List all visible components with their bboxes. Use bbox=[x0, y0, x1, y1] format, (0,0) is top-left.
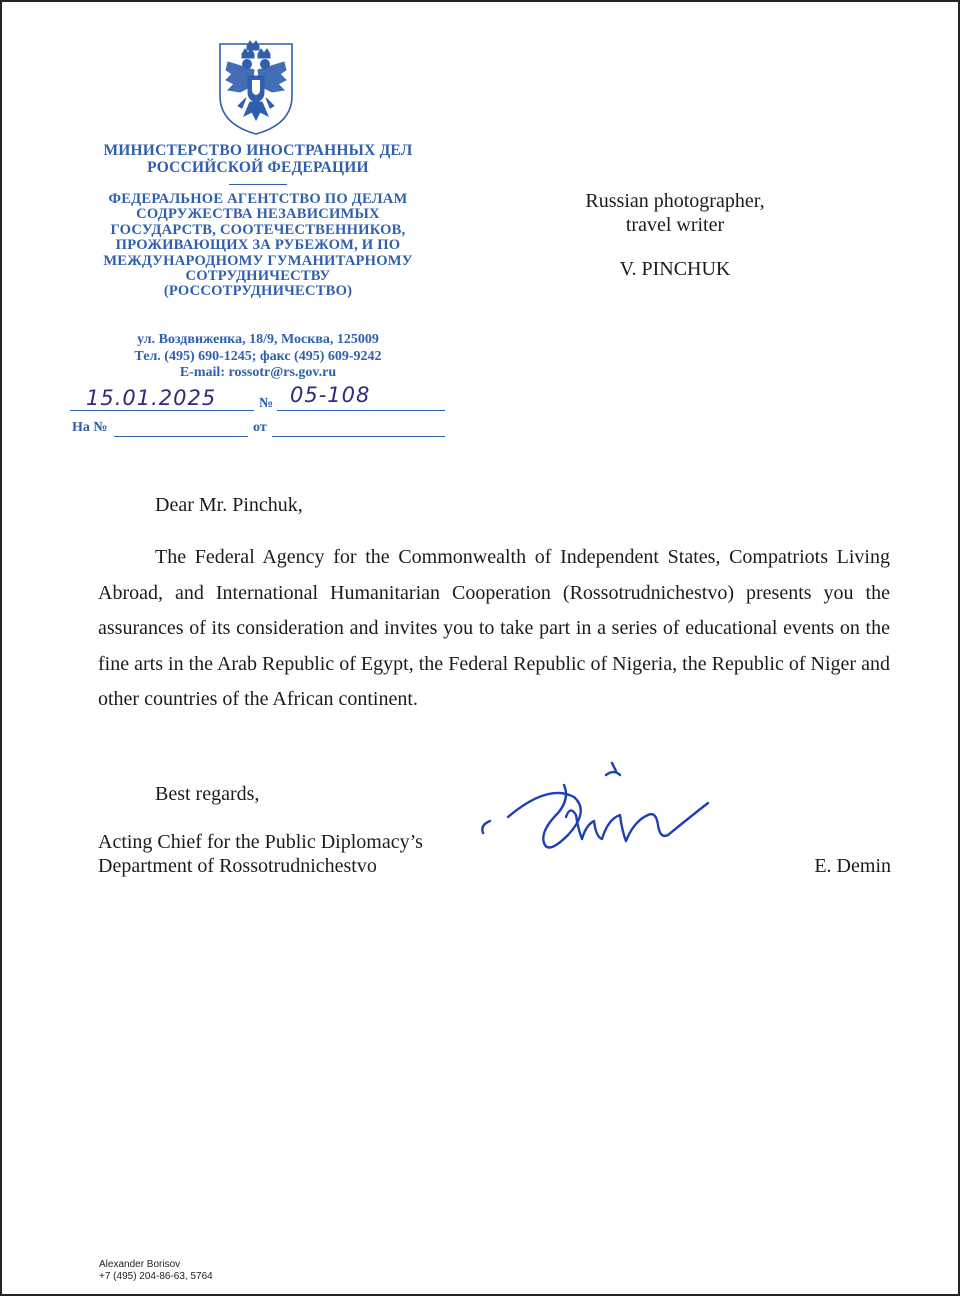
letter-paragraph: The Federal Agency for the Commonwealth of Independent States, Compatriots Living Abroad, and International Humanitarian Cooperation (Rossotrudnichestvo) presents you the assurances of its consideration and invites you to take part in a series of educational events on the fine arts in the Arab Republic of Egypt, the Federal Republic of Nigeria, the Republic of Niger and other countries of the African continent. bbox=[98, 546, 890, 710]
ministry-name bbox=[62, 142, 454, 176]
ministry-line: РОССИЙСКОЙ ФЕДЕРАЦИИ bbox=[147, 159, 369, 176]
agency-name bbox=[62, 192, 454, 300]
from-underline bbox=[272, 436, 445, 437]
signatory-title-line: Acting Chief for the Public Diplomacy’s bbox=[98, 831, 423, 853]
ministry-line: МИНИСТЕРСТВО ИНОСТРАННЫХ ДЕЛ bbox=[103, 142, 413, 159]
recipient-line: travel writer bbox=[625, 214, 725, 236]
agency-line: (РОССОТРУДНИЧЕСТВО) bbox=[163, 283, 353, 300]
agency-line: МЕЖДУНАРОДНОМУ ГУМАНИТАРНОМУ bbox=[103, 252, 413, 269]
handwritten-date: 15.01.2025 bbox=[86, 386, 217, 410]
address-line: Тел. (495) 690-1245; факс (495) 609-9242 bbox=[134, 348, 382, 364]
date-underline bbox=[70, 410, 254, 411]
footer-line: Alexander Borisov bbox=[99, 1259, 181, 1270]
handwritten-number: 05-108 bbox=[290, 383, 371, 407]
letterhead-divider bbox=[229, 184, 287, 185]
signatory-title bbox=[98, 830, 423, 878]
coat-of-arms-icon bbox=[214, 40, 298, 136]
signatory-title-line: Department of Rossotrudnichestvo bbox=[98, 855, 377, 877]
recipient-name: V. PINCHUK bbox=[619, 258, 731, 280]
agency-line: ФЕДЕРАЛЬНОЕ АГЕНТСТВО ПО ДЕЛАМ bbox=[108, 191, 408, 207]
from-label: от bbox=[253, 420, 267, 435]
address-line: ул. Воздвиженка, 18/9, Москва, 125009 bbox=[137, 332, 379, 347]
footer-line: +7 (495) 204-86-63, 5764 bbox=[99, 1271, 213, 1282]
agency-line: СОТРУДНИЧЕСТВУ bbox=[185, 268, 331, 285]
closing: Best regards, bbox=[155, 783, 260, 805]
recipient-description bbox=[530, 189, 820, 237]
recipient-line: Russian photographer, bbox=[585, 190, 765, 212]
number-underline bbox=[277, 410, 445, 411]
handwritten-signature bbox=[478, 755, 718, 865]
agency-line: СОДРУЖЕСТВА НЕЗАВИСИМЫХ bbox=[136, 206, 380, 223]
salutation: Dear Mr. Pinchuk, bbox=[155, 494, 303, 516]
footer-contact bbox=[99, 1259, 213, 1283]
agency-line: ГОСУДАРСТВ, СООТЕЧЕСТВЕННИКОВ, bbox=[110, 221, 406, 238]
reply-underline bbox=[114, 436, 248, 437]
number-label: № bbox=[259, 396, 274, 411]
address-line: E-mail: rossotr@rs.gov.ru bbox=[179, 365, 337, 380]
agency-address bbox=[62, 332, 454, 382]
agency-line: ПРОЖИВАЮЩИХ ЗА РУБЕЖОМ, И ПО bbox=[115, 237, 401, 254]
reply-label: На № bbox=[72, 420, 108, 435]
signatory-name: E. Demin bbox=[814, 855, 891, 877]
